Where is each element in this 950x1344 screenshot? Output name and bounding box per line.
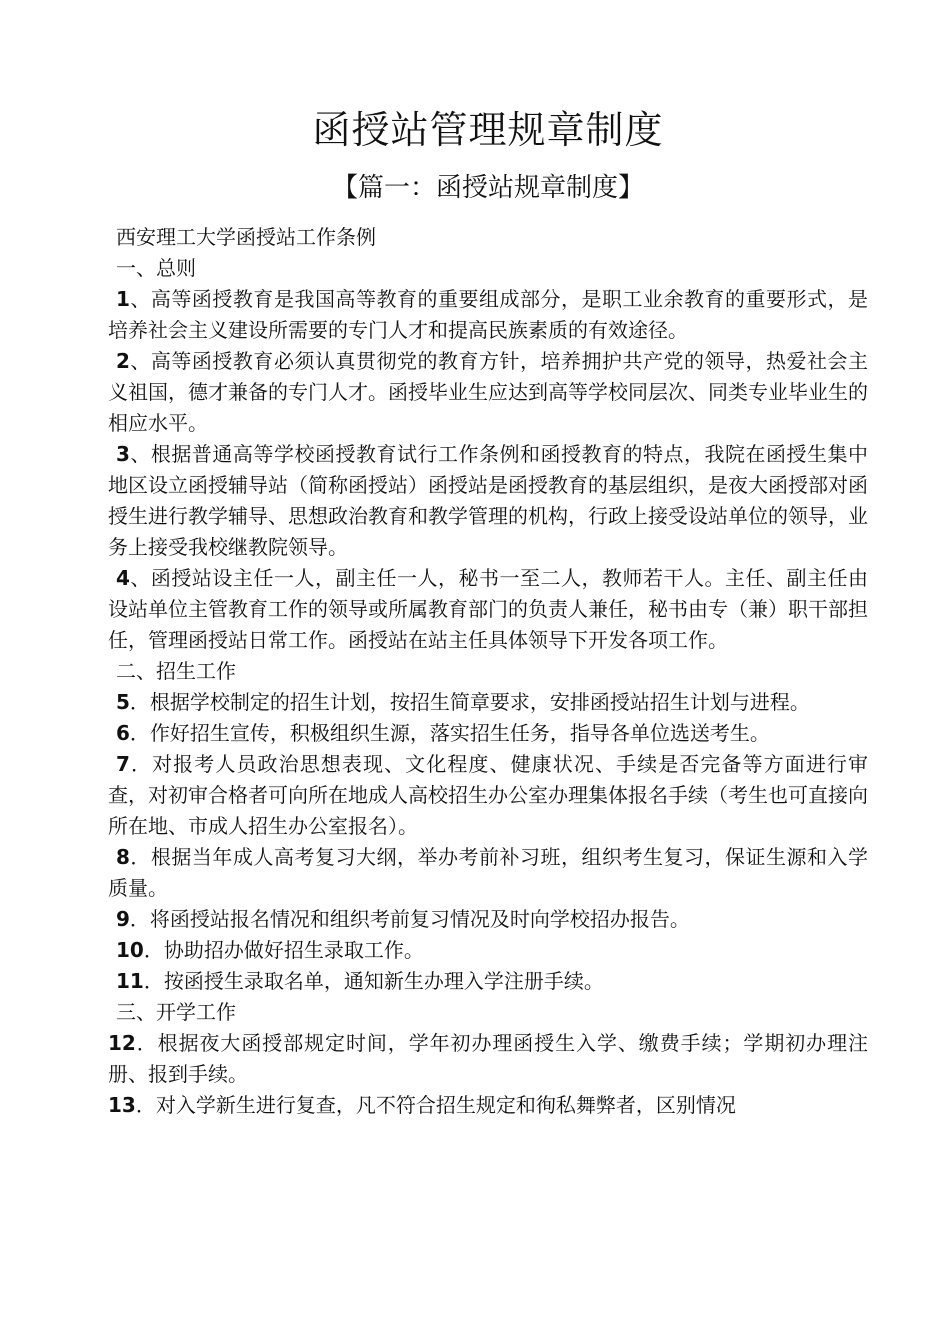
clause-paragraph	[108, 439, 868, 563]
clause-number: 2	[116, 349, 130, 373]
clause-number: 3	[116, 442, 130, 466]
clause-paragraph	[108, 718, 868, 749]
clause-text: 、高等函授教育是我国高等教育的重要组成部分，是职工业余教育的重要形式，是培养社会主义建设所需要的专门人才和提高民族素质的有效途径。	[108, 287, 868, 342]
clause-text: ．作好招生宣传，积极组织生源，落实招生任务，指导各单位选送考生。	[129, 721, 770, 745]
clause-text: ．将函授站报名情况和组织考前复习情况及时向学校招办报告。	[129, 907, 690, 931]
clause-paragraph	[108, 749, 868, 842]
clause-text: ．对报考人员政治思想表现、文化程度、健康状况、手续是否完备等方面进行审查，对初审合格者可向所在地成人高校招生办公室办理集体报名手续（考生也可直接向所在地、市成人招生办公室报名）。	[108, 752, 868, 838]
clause-text: ．根据学校制定的招生计划，按招生简章要求，安排函授站招生计划与进程。	[129, 690, 810, 714]
clause-number: 8	[116, 845, 130, 869]
clause-paragraph	[108, 284, 868, 346]
document-subtitle: 【篇一：函授站规章制度】	[331, 173, 644, 203]
clause-text: ．按函授生录取名单，通知新生办理入学注册手续。	[143, 969, 604, 993]
regulation-name: 西安理工大学函授站工作条例	[116, 225, 376, 249]
clause-paragraph	[108, 935, 868, 966]
clause-number: 13	[108, 1093, 136, 1117]
clause-paragraph	[108, 687, 868, 718]
clause-number: 1	[116, 287, 130, 311]
document-body	[108, 253, 868, 1121]
clause-paragraph	[108, 904, 868, 935]
clause-number: 4	[116, 566, 130, 590]
section-heading: 一、总则	[116, 256, 196, 280]
clause-text: 、函授站设主任一人，副主任一人，秘书一至二人，教师若干人。主任、副主任由设站单位主管教育工作的领导或所属教育部门的负责人兼任，秘书由专（兼）职干部担任，管理函授站日常工作。函授站在站主任具体领导下开发各项工作。	[108, 566, 868, 652]
clause-text: ．对入学新生进行复查，凡不符合招生规定和徇私舞弊者，区别情况	[135, 1093, 736, 1117]
clause-number: 5	[116, 690, 130, 714]
clause-paragraph	[108, 842, 868, 904]
clause-text: ．根据当年成人高考复习大纲，举办考前补习班，组织考生复习，保证生源和入学质量。	[108, 845, 868, 900]
clause-number: 6	[116, 721, 130, 745]
clause-number: 10	[116, 938, 144, 962]
clause-paragraph	[108, 346, 868, 439]
clause-paragraph	[108, 1028, 868, 1090]
clause-text: 、高等函授教育必须认真贯彻党的教育方针，培养拥护共产党的领导，热爱社会主义祖国，德才兼备的专门人才。函授毕业生应达到高等学校同层次、同类专业毕业生的相应水平。	[108, 349, 868, 435]
clause-paragraph	[108, 1090, 868, 1121]
clause-number: 9	[116, 907, 130, 931]
clause-number: 12	[108, 1031, 136, 1055]
document-page	[108, 100, 868, 1121]
clause-text: ．协助招办做好招生录取工作。	[143, 938, 424, 962]
clause-text: 、根据普通高等学校函授教育试行工作条例和函授教育的特点，我院在函授生集中地区设立函授辅导站（简称函授站）函授站是函授教育的基层组织，是夜大函授部对函授生进行教学辅导、思想政治教育和教学管理的机构，行政上接受设站单位的领导，业务上接受我校继教院领导。	[108, 442, 868, 559]
clause-number: 11	[116, 969, 144, 993]
section-heading: 二、招生工作	[116, 659, 236, 683]
clause-number: 7	[116, 752, 130, 776]
section-heading: 三、开学工作	[116, 1000, 236, 1024]
clause-text: ．根据夜大函授部规定时间，学年初办理函授生入学、缴费手续；学期初办理注册、报到手续。	[108, 1031, 868, 1086]
clause-paragraph	[108, 966, 868, 997]
document-title: 函授站管理规章制度	[312, 108, 664, 152]
clause-paragraph	[108, 563, 868, 656]
